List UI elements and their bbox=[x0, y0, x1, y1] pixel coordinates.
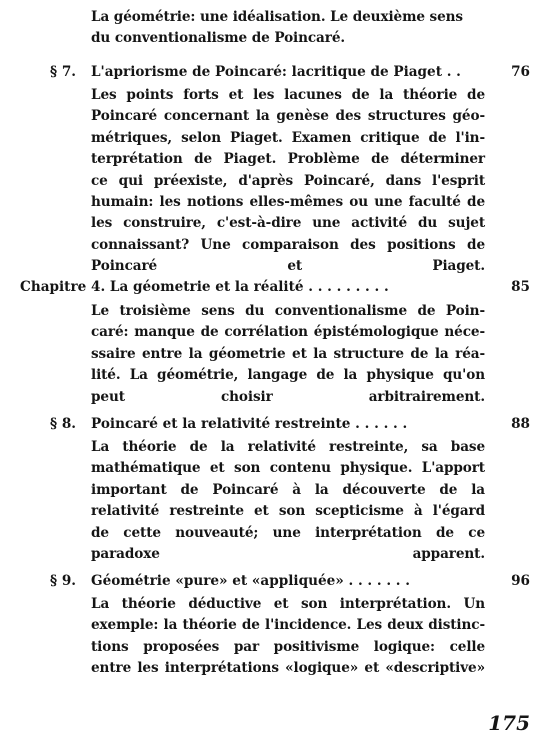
text-line: relativité restreinte et son scepticisme à l'égard bbox=[91, 503, 485, 520]
page-reference: 85 bbox=[511, 279, 530, 295]
text-line: Poincaré et Piaget. bbox=[91, 258, 485, 275]
text-line: Les points forts et les lacunes de la théorie de bbox=[91, 87, 485, 103]
text-line: humain: les notions elles-mêmes ou une faculté de bbox=[91, 194, 485, 211]
text-line: terprétation de Piaget. Problème de déterminer bbox=[91, 151, 485, 168]
text-line: La géométrie: une idéalisation. Le deuxième sens bbox=[91, 9, 463, 25]
section-description bbox=[91, 85, 485, 278]
section-number: § 8. bbox=[50, 416, 77, 432]
section-title: L'apriorisme de Poincaré: lacritique de Piaget . . bbox=[91, 64, 461, 80]
text-line: de cette nouveauté; une interprétation de ce bbox=[91, 524, 485, 541]
description-continued bbox=[91, 7, 485, 50]
chapter-title: Chapitre 4. La géometrie et la réalité . . . . . . . . . bbox=[20, 279, 389, 295]
page-reference: 76 bbox=[511, 64, 530, 80]
text-line: connaissant? Une comparaison des positions de bbox=[91, 236, 485, 253]
text-line: exemple: la théorie de l'incidence. Les deux distinc- bbox=[91, 617, 485, 634]
text-line: métriques, selon Piaget. Examen critique de l'in- bbox=[91, 129, 485, 146]
text-line: lité. La géométrie, langage de la physique qu'on bbox=[91, 367, 485, 384]
text-line: peut choisir arbitrairement. bbox=[91, 388, 485, 405]
text-line: les construire, c'est-à-dire une activité du sujet bbox=[91, 215, 485, 232]
page-reference: 88 bbox=[511, 416, 530, 432]
text-line: tions proposées par positivisme logique: celle bbox=[91, 638, 485, 655]
section-number: § 7. bbox=[50, 64, 77, 80]
section-description bbox=[91, 594, 485, 680]
text-line: du conventionalisme de Poincaré. bbox=[91, 30, 346, 47]
page-reference: 96 bbox=[511, 573, 530, 589]
text-line: Le troisième sens du conventionalisme de Poin- bbox=[91, 303, 485, 319]
text-line: mathématique et son contenu physique. L'apport bbox=[91, 460, 485, 477]
text-line: ssaire entre la géometrie et la structure de la réa- bbox=[91, 345, 485, 362]
text-line: important de Poincaré à la découverte de la bbox=[91, 481, 485, 498]
section-description bbox=[91, 437, 485, 565]
text-line: Poincaré concernant la genèse des structures géo- bbox=[91, 108, 485, 125]
text-line: La théorie déductive et son interprétation. Un bbox=[91, 596, 485, 612]
page-number: 175 bbox=[488, 711, 530, 735]
chapter-description bbox=[91, 301, 485, 408]
text-line: La théorie de la relativité restreinte, sa base bbox=[91, 439, 485, 455]
section-number: § 9. bbox=[50, 573, 77, 589]
section-title: Géométrie «pure» et «appliquée» . . . . . . . bbox=[91, 573, 411, 589]
text-line: paradoxe apparent. bbox=[91, 546, 485, 563]
text-line: entre les interprétations «logique» et «descriptive» bbox=[91, 660, 485, 677]
text-line: ce qui préexiste, d'après Poincaré, dans l'esprit bbox=[91, 172, 485, 189]
text-line: caré: manque de corrélation épistémologique néce- bbox=[91, 324, 485, 341]
section-title: Poincaré et la relativité restreinte . . . . . . bbox=[91, 416, 408, 432]
